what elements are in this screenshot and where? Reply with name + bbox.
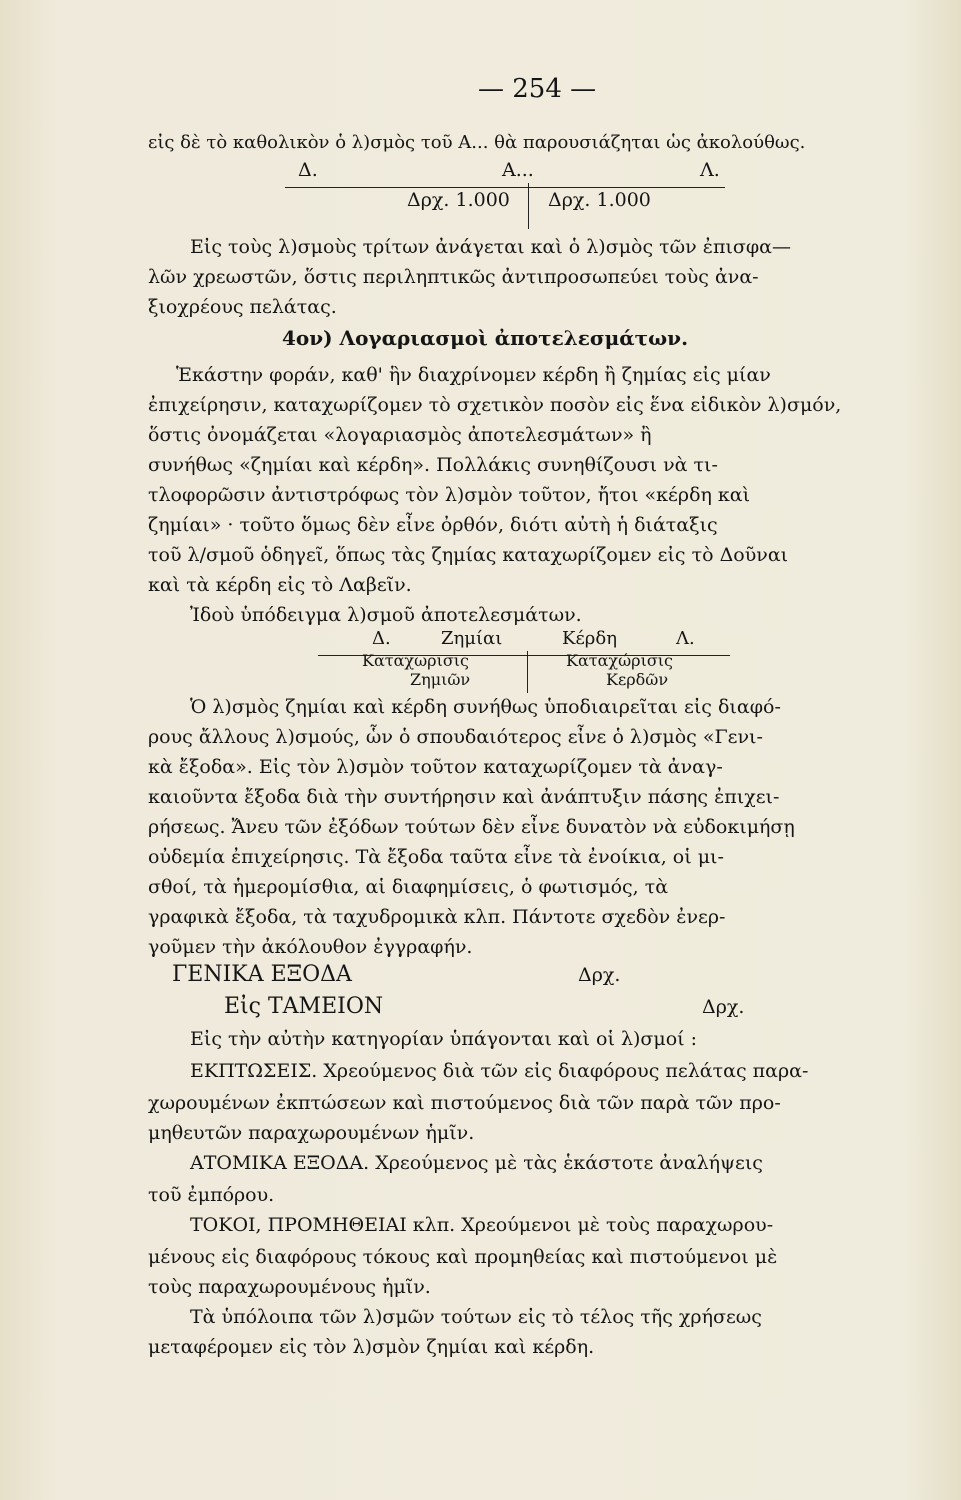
t-account-rule <box>285 187 725 188</box>
entry-credit-amount: Δρχ. <box>702 996 745 1018</box>
text-line: Ἰδοὺ ὑπόδειγμα λ)σμοῦ ἀποτελεσμάτων. <box>190 604 582 626</box>
text-line: ρους ἄλλους λ)σμούς, ὧν ὁ σπουδαιότερος εἶνε ὁ λ)σμὸς «Γενι- <box>148 726 763 748</box>
text-line: σθοί, τὰ ἡμερομίσθια, αἱ διαφημίσεις, ὁ φωτισμός, τὰ <box>148 876 669 898</box>
page-number: — 254 — <box>478 74 597 104</box>
text-line: συνήθως «ζημίαι καὶ κέρδη». Πολλάκις συνηθίζουσι νὰ τι- <box>148 454 718 476</box>
entry-debit-amount: Δρχ. <box>578 964 621 986</box>
text-line: Εἰς τοὺς λ)σμοὺς τρίτων ἀνάγεται καὶ ὁ λ)σμὸς τῶν ἐπισφα— <box>190 236 791 258</box>
text-line: Ὁ λ)σμὸς ζημίαι καὶ κέρδη συνήθως ὑποδιαιρεῖται εἰς διαφό- <box>190 696 781 718</box>
text-line: εἰς δὲ τὸ καθολικὸν ὁ λ)σμὸς τοῦ Α... θὰ παρουσιάζηται ὡς ἀκολούθως. <box>148 132 806 153</box>
text-line: τοὺς παραχωρουμένους ἡμῖν. <box>148 1276 431 1298</box>
text-line: Εἰς τὴν αὐτὴν κατηγορίαν ὑπάγονται καὶ οἱ λ)σμοί : <box>190 1028 698 1050</box>
text-line: γραφικὰ ἔξοδα, τὰ ταχυδρομικὰ κλπ. Πάντοτε σχεδὸν ἐνερ- <box>148 906 726 928</box>
text-line: τοῦ λ/σμοῦ ὁδηγεῖ, ὅπως τὰς ζημίας καταχωρίζομεν εἰς τὸ Δοῦναι <box>148 544 789 566</box>
section-heading: 4ον) Λογαριασμοὶ ἀποτελεσμάτων. <box>282 326 689 350</box>
t-account-divider <box>528 183 529 229</box>
text-line: οὐδεμία ἐπιχείρησις. Τὰ ἔξοδα ταῦτα εἶνε τὰ ἐνοίκια, οἱ μι- <box>148 846 724 868</box>
text-line: κὰ ἔξοδα». Εἰς τὸν λ)σμὸν τοῦτον καταχωρίζομεν τὰ ἀναγ- <box>148 756 723 778</box>
text-line: μηθευτῶν παραχωρουμένων ἡμῖν. <box>148 1122 475 1144</box>
text-line: ρήσεως. Ἄνευ τῶν ἐξόδων τούτων δὲν εἶνε δυνατὸν νὰ εὐδοκιμήσῃ <box>148 816 795 838</box>
text-line: ζημίαι» · τοῦτο ὅμως δὲν εἶνε ὀρθόν, διότι αὐτὴ ἡ διάταξις <box>148 514 718 536</box>
text-line: γοῦμεν τὴν ἀκόλουθον ἐγγραφήν. <box>148 936 473 958</box>
text-line: μεταφέρομεν εἰς τὸν λ)σμὸν ζημίαι καὶ κέρδη. <box>148 1336 595 1358</box>
t-account-debit-amount: Δρχ. 1.000 <box>407 189 510 211</box>
text-line: καὶ τὰ κέρδη εἰς τὸ Λαβεῖν. <box>148 574 412 596</box>
t-account-losses-label: Ζημίαι <box>441 628 503 649</box>
text-line: Ἑκάστην φοράν, καθ' ἣν διαχρίνομεν κέρδη ἢ ζημίας εἰς μίαν <box>176 364 771 386</box>
t-account-credit-entry: Κερδῶν <box>606 670 669 689</box>
text-line: Τὰ ὑπόλοιπα τῶν λ)σμῶν τούτων εἰς τὸ τέλος τῆς χρήσεως <box>190 1306 762 1328</box>
text-line: ὅστις ὀνομάζεται «λογαριασμὸς ἀποτελεσμάτων» ἢ <box>148 424 652 446</box>
entry-debit-account: ΓΕΝΙΚΑ ΕΞΟΔΑ <box>172 962 352 987</box>
t-account-credit-amount: Δρχ. 1.000 <box>548 189 651 211</box>
t-account-debit-entry: Ζημιῶν <box>410 670 471 689</box>
text-line: χωρουμένων ἐκπτώσεων καὶ πιστούμενος διὰ τῶν παρὰ τῶν προ- <box>148 1092 781 1114</box>
t-account-debit-label: Δ. <box>372 628 391 649</box>
text-line: καιοῦντα ἔξοδα διὰ τὴν συντήρησιν καὶ ἀνάπτυξιν πάσης ἐπιχει- <box>148 786 780 808</box>
t-account-credit-entry: Καταχώρισις <box>566 651 673 670</box>
text-line: τοῦ ἐμπόρου. <box>148 1184 275 1206</box>
t-account-debit-label: Δ. <box>298 159 318 181</box>
t-account-profits-label: Κέρδη <box>562 628 617 649</box>
t-account-credit-label: Λ. <box>700 159 720 181</box>
entry-credit-account: Εἰς ΤΑΜΕΙΟΝ <box>224 994 384 1019</box>
text-line: ΤΟΚΟΙ, ΠΡΟΜΗΘΕΙΑΙ κλπ. Χρεούμενοι μὲ τοὺς παραχωρου- <box>190 1214 774 1236</box>
text-line: ΕΚΠΤΩΣΕΙΣ. Χρεούμενος διὰ τῶν εἰς διαφόρους πελάτας παρα- <box>190 1060 809 1082</box>
text-line: μένους εἰς διαφόρους τόκους καὶ προμηθείας καὶ πιστούμενοι μὲ <box>148 1246 778 1268</box>
t-account-divider <box>527 651 528 693</box>
text-line: ἐπιχείρησιν, καταχωρίζομεν τὸ σχετικὸν ποσὸν εἰς ἕνα εἰδικὸν λ)σμόν, <box>148 394 842 416</box>
text-line: λῶν χρεωστῶν, ὅστις περιληπτικῶς ἀντιπροσωπεύει τοὺς ἀνα- <box>148 266 759 288</box>
t-account-name: Α... <box>502 159 534 181</box>
text-line: ΑΤΟΜΙΚΑ ΕΞΟΔΑ. Χρεούμενος μὲ τὰς ἑκάστοτε ἀναλήψεις <box>190 1152 763 1174</box>
text-line: ξιοχρέους πελάτας. <box>148 296 337 318</box>
text-line: τλοφορῶσιν ἀντιστρόφως τὸν λ)σμὸν τοῦτον, ἤτοι «κέρδη καὶ <box>148 484 751 506</box>
t-account-debit-entry: Καταχωρισις <box>362 651 469 670</box>
t-account-credit-label: Λ. <box>676 628 695 649</box>
